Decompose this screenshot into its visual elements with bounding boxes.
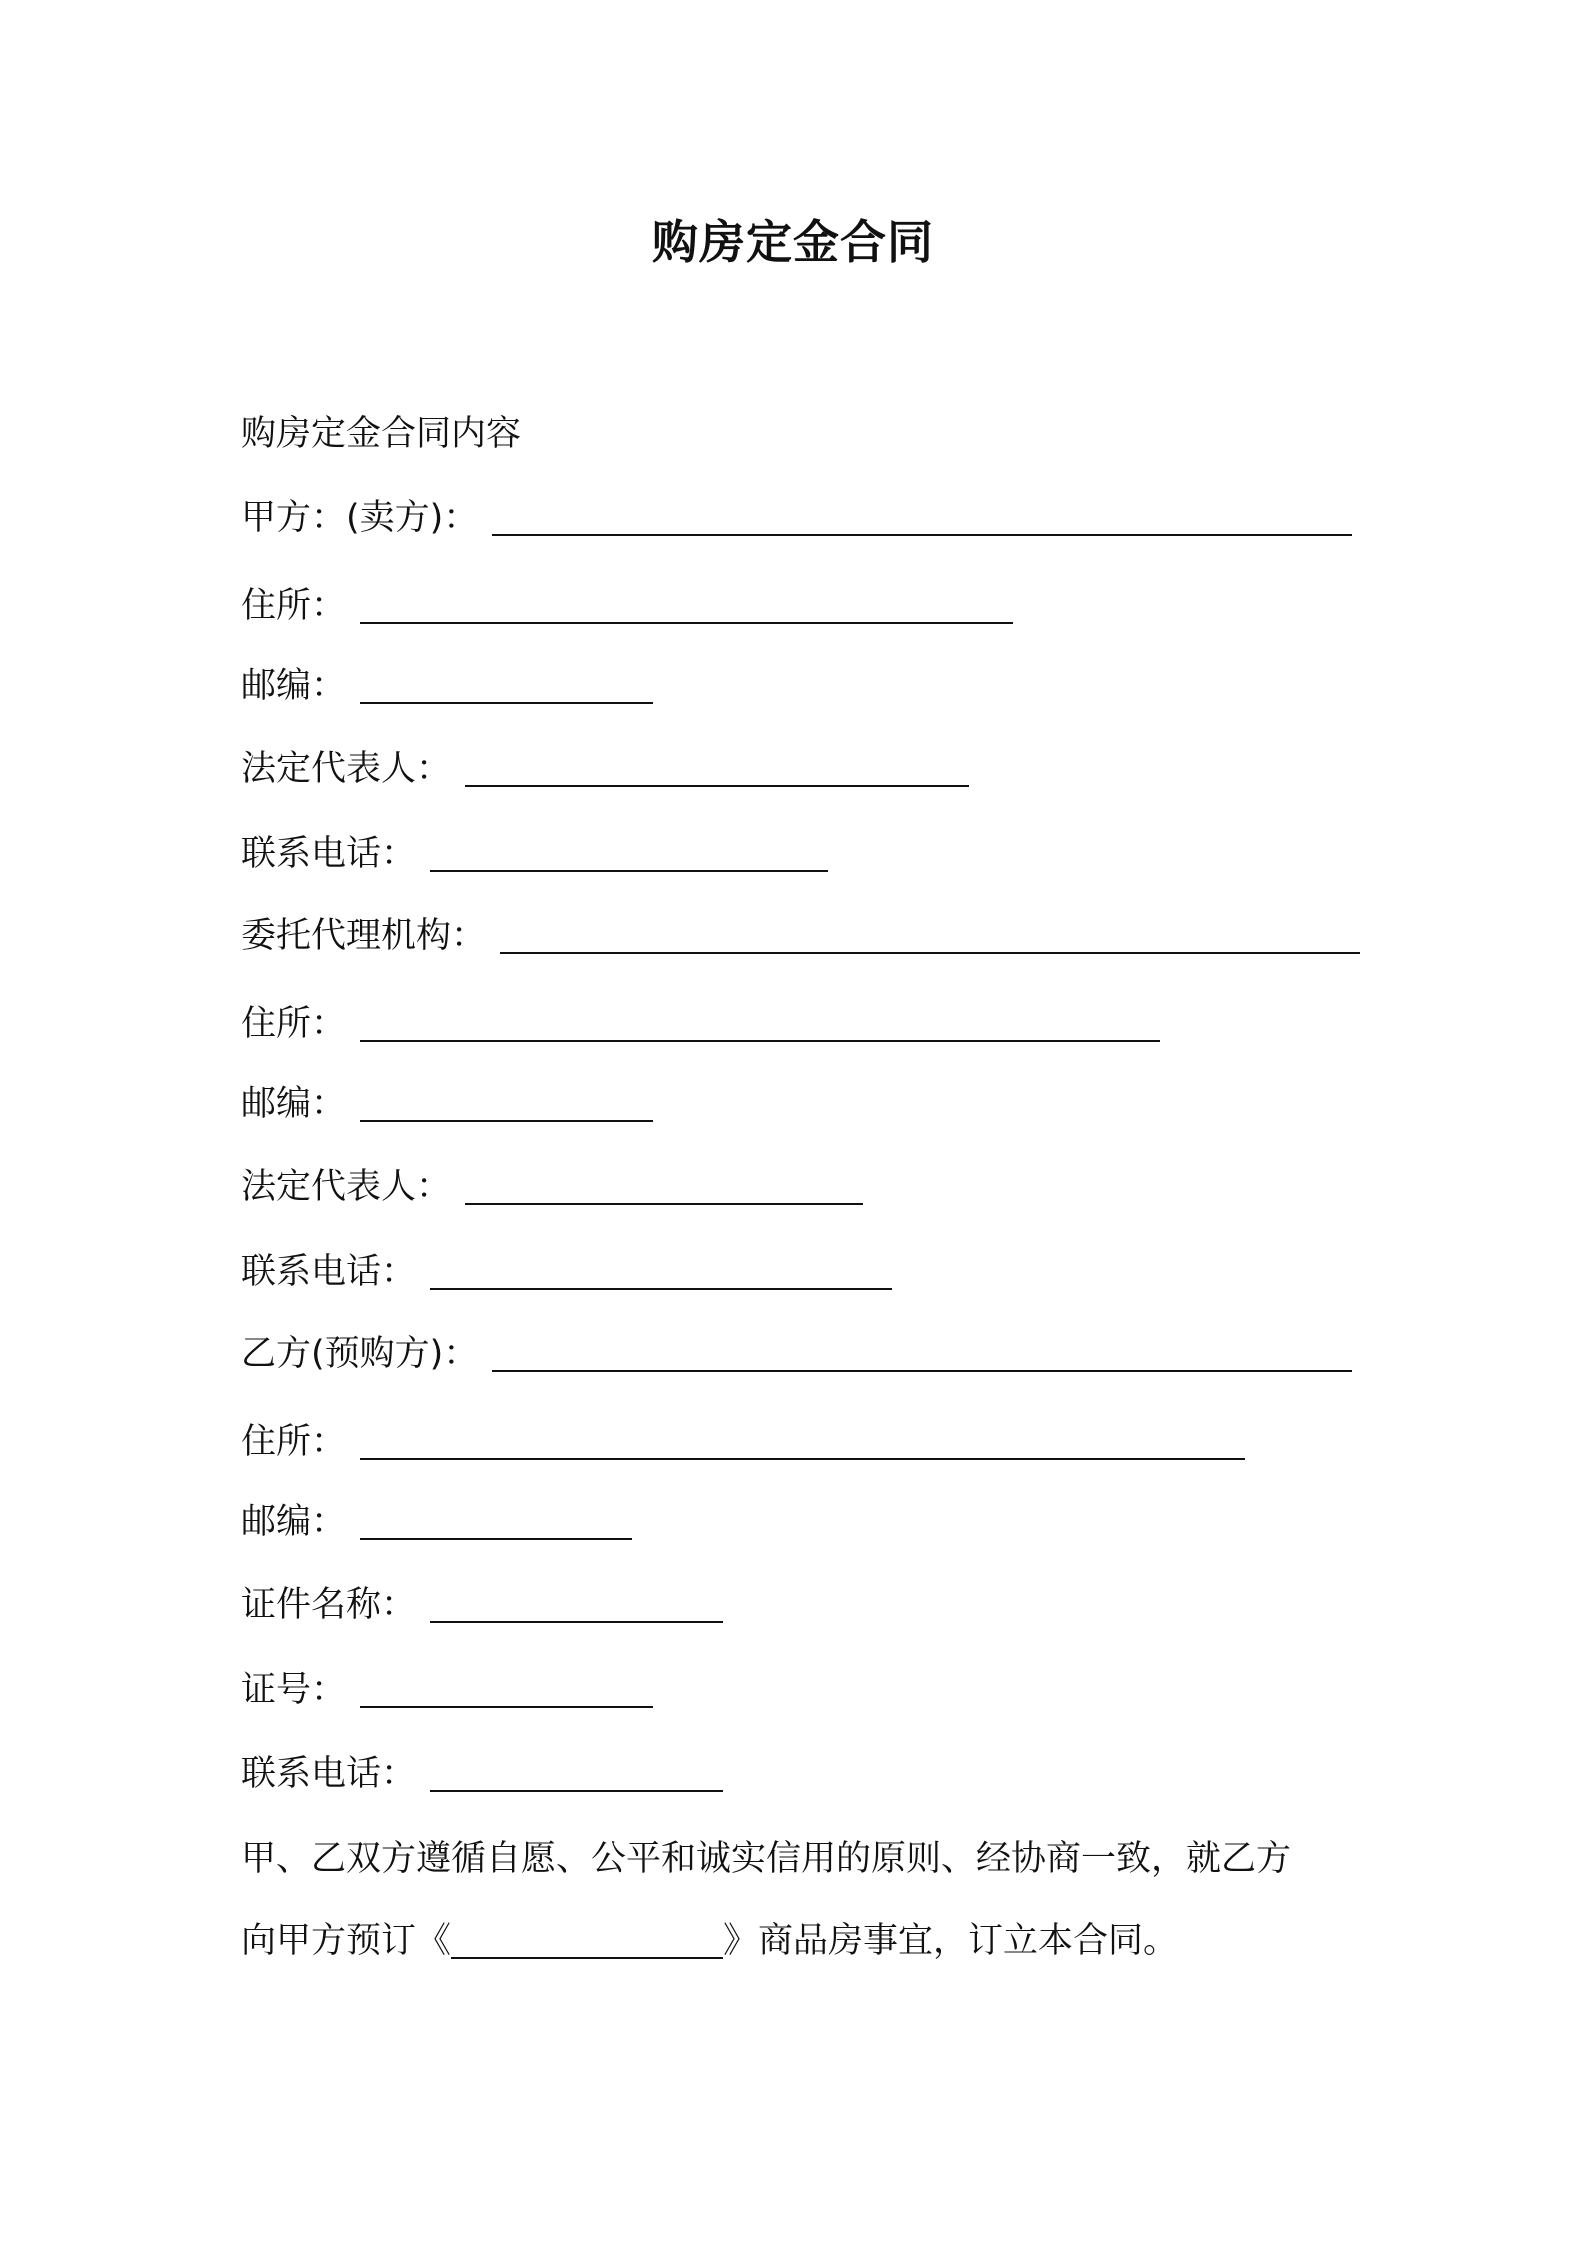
- field-label: 证号：: [241, 1670, 347, 1710]
- field-party-a-address: [241, 582, 1013, 630]
- field-label: 邮编：: [241, 666, 347, 706]
- paragraph-text: 甲、乙双方遵循自愿、公平和诚实信用的原则、经协商一致，就乙方: [241, 1839, 1292, 1879]
- fill-blank[interactable]: [360, 1006, 1160, 1042]
- document-title: 购房定金合同: [652, 215, 934, 269]
- field-label: 证件名称：: [241, 1585, 417, 1625]
- fill-blank[interactable]: [360, 588, 1013, 624]
- field-party-a-postcode: [241, 662, 653, 710]
- field-label: 甲方：(卖方)：: [241, 498, 479, 538]
- field-label: 法定代表人：: [241, 749, 452, 789]
- field-label: 联系电话：: [241, 1252, 417, 1292]
- fill-blank[interactable]: [360, 1672, 653, 1708]
- field-party-a: [241, 494, 1352, 542]
- field-label: 联系电话：: [241, 834, 417, 874]
- fill-blank[interactable]: [360, 1504, 632, 1540]
- field-agency-phone: [241, 1248, 892, 1296]
- field-party-b-phone: [241, 1750, 723, 1798]
- field-label: 联系电话：: [241, 1754, 417, 1794]
- field-agency-postcode: [241, 1080, 653, 1128]
- fill-blank[interactable]: [500, 918, 1360, 954]
- fill-blank[interactable]: [360, 1424, 1245, 1460]
- fill-blank[interactable]: [360, 668, 653, 704]
- field-party-b-address: [241, 1418, 1245, 1466]
- fill-blank[interactable]: [430, 836, 828, 872]
- field-party-b-id-type: [241, 1581, 723, 1629]
- agreement-paragraph-line-1: [241, 1835, 1291, 1883]
- field-label: 住所：: [241, 1422, 347, 1462]
- fill-blank[interactable]: [492, 1336, 1352, 1372]
- field-party-b: [241, 1330, 1352, 1378]
- fill-blank[interactable]: [360, 1086, 653, 1122]
- field-label: 邮编：: [241, 1502, 347, 1542]
- field-label: 委托代理机构：: [241, 916, 487, 956]
- field-party-a-phone: [241, 830, 828, 878]
- field-agency-address: [241, 1000, 1160, 1048]
- field-label: 住所：: [241, 1004, 347, 1044]
- paragraph-prefix: 向甲方预订《: [241, 1921, 452, 1961]
- section-heading-text: 购房定金合同内容: [241, 414, 522, 454]
- fill-blank[interactable]: [430, 1587, 723, 1623]
- fill-blank[interactable]: [465, 751, 969, 787]
- fill-blank[interactable]: [465, 1169, 863, 1205]
- field-party-b-id-number: [241, 1666, 653, 1714]
- fill-blank[interactable]: [492, 500, 1352, 536]
- field-party-b-postcode: [241, 1498, 632, 1546]
- field-label: 住所：: [241, 586, 347, 626]
- field-agency: [241, 912, 1360, 960]
- project-name-blank[interactable]: [451, 1923, 723, 1959]
- field-label: 邮编：: [241, 1084, 347, 1124]
- fill-blank[interactable]: [430, 1756, 723, 1792]
- paragraph-suffix: 》商品房事宜，订立本合同。: [723, 1921, 1179, 1961]
- field-agency-legal-rep: [241, 1163, 863, 1211]
- field-label: 法定代表人：: [241, 1167, 452, 1207]
- field-party-a-legal-rep: [241, 745, 969, 793]
- section-heading: [241, 410, 521, 458]
- agreement-paragraph-line-2: [241, 1917, 1178, 1965]
- fill-blank[interactable]: [430, 1254, 892, 1290]
- field-label: 乙方(预购方)：: [241, 1334, 479, 1374]
